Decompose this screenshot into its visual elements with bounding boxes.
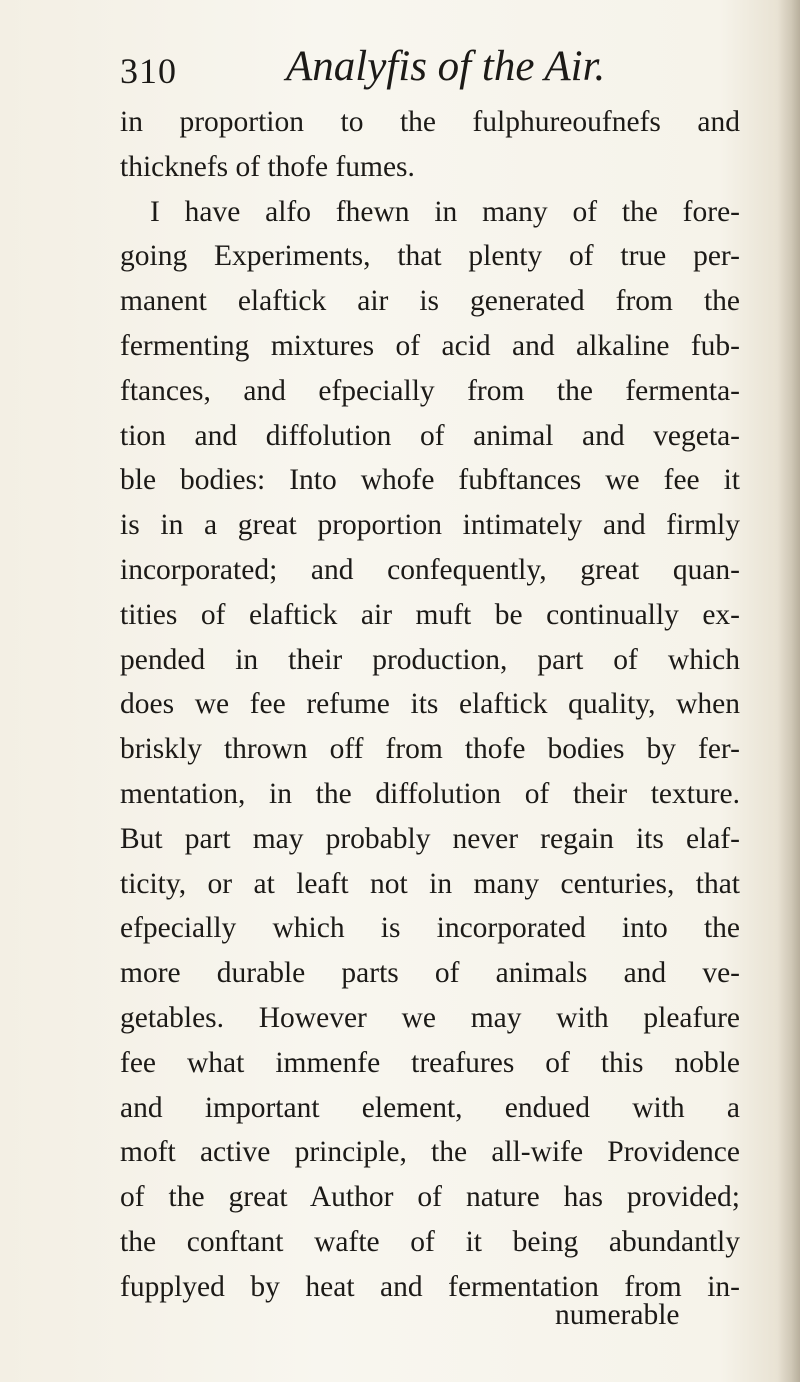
text-line: thicknefs of thofe fumes. [120,150,415,183]
text-line: fee what immenfe treafures of this noble [120,1046,740,1079]
text-line: does we fee refume its elaftick quality, when [120,688,740,721]
text-line: mentation, in the diffolution of their texture. [120,777,740,810]
text-line: fermenting mixtures of acid and alkaline fub- [120,329,740,362]
text-line: and important element, endued with a [120,1091,740,1124]
text-line: incorporated; and confequently, great quan- [120,553,740,586]
text-line: efpecially which is incorporated into the [120,912,740,945]
catchword: numerable [555,1299,680,1331]
text-line: getables. However we may with pleafure [120,1001,740,1034]
text-line: briskly thrown off from thofe bodies by fer- [120,733,740,766]
text-line: I have alfo fhewn in many of the fore- [150,195,740,228]
text-line: in proportion to the fulphureoufnefs and [120,106,740,138]
page-number: 310 [120,51,177,91]
text-line: But part may probably never regain its elaf- [120,822,740,855]
text-line: going Experiments, that plenty of true per- [120,240,740,273]
text-line: ble bodies: Into whofe fubftances we fee it [120,464,740,497]
text-line: more durable parts of animals and ve- [120,957,740,990]
text-line: ticity, or at leaft not in many centuries, that [120,867,740,900]
text-line: fupplyed by heat and fermentation from in- [120,1270,740,1303]
text-line: the conftant wafte of it being abundantly [120,1225,740,1258]
text-line: pended in their production, part of which [120,643,740,676]
text-line: ftances, and efpecially from the fermenta- [120,374,740,407]
text-line: is in a great proportion intimately and firmly [120,509,740,542]
page-header [120,42,760,102]
text-line: tities of elaftick air muft be continually ex- [120,598,740,631]
running-title: Analyfis of the Air. [286,43,606,90]
body-text [120,100,740,1310]
text-line: tion and diffolution of animal and vegeta- [120,419,740,452]
text-line: of the great Author of nature has provided; [120,1181,740,1214]
text-line: moft active principle, the all-wife Providence [120,1136,740,1169]
page-edge-shadow [778,0,800,1382]
text-line: manent elaftick air is generated from the [120,285,740,318]
